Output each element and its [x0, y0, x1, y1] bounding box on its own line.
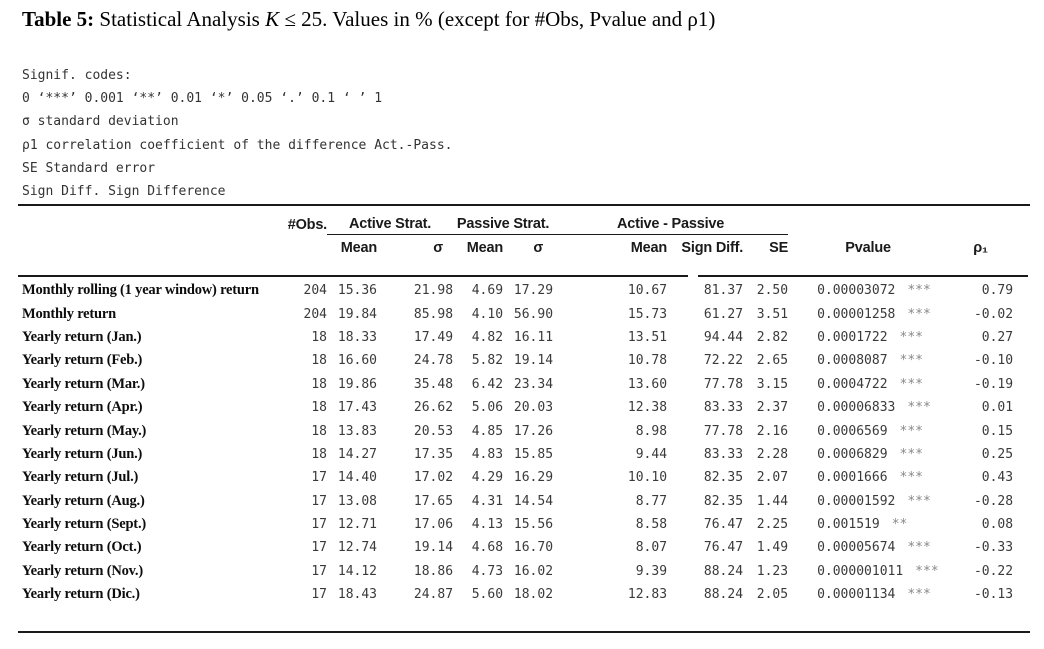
- signif-stars: ***: [899, 353, 924, 369]
- cell-ap-mean: 9.39: [635, 563, 668, 579]
- cell-sign-diff: 82.35: [703, 470, 744, 486]
- cell-obs: 18: [311, 400, 328, 416]
- rho-note: ρ1 correlation coefficient of the difference Act.-Pass.: [22, 137, 453, 153]
- cell-sign-diff: 82.35: [703, 493, 744, 509]
- cell-se: 1.49: [756, 540, 789, 556]
- col-header-se: SE: [769, 240, 789, 256]
- pvalue-value: 0.00001258: [817, 306, 896, 322]
- group-header-passive: Passive Strat.: [453, 206, 553, 235]
- cell-passive-sigma: 16.02: [513, 563, 554, 579]
- row-label: Yearly return (May.): [22, 422, 147, 439]
- pvalue-value: 0.0004722: [817, 376, 888, 392]
- cell-passive-mean: 5.06: [471, 400, 504, 416]
- cell-pvalue: [788, 443, 948, 466]
- signif-codes-values: 0 ‘***’ 0.001 ‘**’ 0.01 ‘*’ 0.05 ‘.’ 0.1 ‘ ’ 1: [22, 91, 383, 107]
- cell-ap-mean: 12.83: [627, 587, 668, 603]
- k-symbol: K: [265, 7, 280, 31]
- row-label: Yearly return (Dic.): [22, 586, 140, 603]
- cell-se: 2.25: [756, 517, 789, 533]
- col-header-mean-passive: Mean: [466, 240, 504, 256]
- group-header-row: [18, 206, 1030, 235]
- cell-rho1: 0.43: [981, 470, 1014, 486]
- cell-ap-mean: 10.78: [627, 353, 668, 369]
- cell-ap-mean: 8.77: [635, 493, 668, 509]
- cell-rho1: 0.79: [981, 283, 1014, 299]
- sub-header-row: [18, 235, 1030, 262]
- row-label: Yearly return (Oct.): [22, 539, 142, 556]
- cell-obs: 17: [311, 587, 328, 603]
- col-header-obs: #Obs.: [287, 216, 328, 233]
- cell-se: 3.15: [756, 376, 789, 392]
- cell-sign-diff: 76.47: [703, 540, 744, 556]
- cell-active-sigma: 19.14: [413, 540, 454, 556]
- cell-ap-mean: 8.98: [635, 423, 668, 439]
- pvalue-value: 0.001519: [817, 517, 880, 533]
- cell-passive-sigma: 17.26: [513, 423, 554, 439]
- cell-active-mean: 12.71: [337, 517, 378, 533]
- pvalue-value: 0.0006569: [817, 423, 888, 439]
- cell-pvalue: [788, 396, 948, 419]
- signif-stars: ***: [899, 376, 924, 392]
- cell-se: 1.23: [756, 563, 789, 579]
- cell-active-sigma: 18.86: [413, 563, 454, 579]
- table-row: [18, 583, 1030, 606]
- cell-passive-mean: 4.83: [471, 446, 504, 462]
- pvalue-value: 0.00001592: [817, 493, 896, 509]
- cell-sign-diff: 81.37: [703, 283, 744, 299]
- table-row: [18, 373, 1030, 396]
- cell-passive-sigma: 56.90: [513, 306, 554, 322]
- results-table: [18, 206, 1030, 606]
- cell-sign-diff: 88.24: [703, 563, 744, 579]
- row-label: Yearly return (Aug.): [22, 492, 145, 509]
- rule-bottom: [18, 631, 1030, 633]
- cell-obs: 204: [303, 306, 328, 322]
- cell-sign-diff: 83.33: [703, 446, 744, 462]
- cell-rho1: 0.25: [981, 446, 1014, 462]
- table-row: [18, 279, 1030, 302]
- cell-active-sigma: 24.87: [413, 587, 454, 603]
- sigma-note: σ standard deviation: [22, 114, 179, 130]
- cell-passive-sigma: 18.02: [513, 587, 554, 603]
- cell-passive-sigma: 20.03: [513, 400, 554, 416]
- cell-passive-mean: 5.60: [471, 587, 504, 603]
- cell-active-mean: 13.83: [337, 423, 378, 439]
- row-label: Yearly return (Nov.): [22, 562, 143, 579]
- cell-passive-mean: 6.42: [471, 376, 504, 392]
- group-header-active-passive: Active - Passive: [553, 206, 788, 235]
- cell-active-sigma: 85.98: [413, 306, 454, 322]
- row-label: Yearly return (Jun.): [22, 445, 143, 462]
- cell-rho1: -0.13: [973, 587, 1014, 603]
- cell-ap-mean: 10.67: [627, 283, 668, 299]
- cell-se: 2.37: [756, 400, 789, 416]
- cell-ap-mean: 12.38: [627, 400, 668, 416]
- cell-rho1: 0.01: [981, 400, 1014, 416]
- cell-passive-mean: 4.69: [471, 283, 504, 299]
- cell-passive-mean: 5.82: [471, 353, 504, 369]
- row-label: Monthly return: [22, 305, 116, 322]
- row-label: Yearly return (Sept.): [22, 516, 146, 533]
- cell-ap-mean: 13.51: [627, 329, 668, 345]
- cell-se: 2.16: [756, 423, 789, 439]
- cell-passive-mean: 4.82: [471, 329, 504, 345]
- cell-passive-sigma: 16.70: [513, 540, 554, 556]
- pvalue-value: 0.0006829: [817, 446, 888, 462]
- cell-obs: 17: [311, 540, 328, 556]
- cell-sign-diff: 77.78: [703, 423, 744, 439]
- cell-sign-diff: 76.47: [703, 517, 744, 533]
- table-row: [18, 513, 1030, 536]
- cell-ap-mean: 10.10: [627, 470, 668, 486]
- cell-sign-diff: 61.27: [703, 306, 744, 322]
- cell-active-mean: 16.60: [337, 353, 378, 369]
- header-spacer-row: [18, 261, 1030, 279]
- cell-passive-sigma: 15.56: [513, 517, 554, 533]
- pvalue-value: 0.00005674: [817, 540, 896, 556]
- cell-sign-diff: 83.33: [703, 400, 744, 416]
- cell-active-sigma: 20.53: [413, 423, 454, 439]
- cell-sign-diff: 88.24: [703, 587, 744, 603]
- cell-passive-sigma: 17.29: [513, 283, 554, 299]
- cell-passive-sigma: 14.54: [513, 493, 554, 509]
- cell-sign-diff: 72.22: [703, 353, 744, 369]
- cell-rho1: 0.08: [981, 517, 1014, 533]
- row-label: Yearly return (Apr.): [22, 399, 143, 416]
- cell-se: 2.28: [756, 446, 789, 462]
- group-header-active: Active Strat.: [327, 206, 453, 235]
- signif-stars: ***: [899, 423, 924, 439]
- cell-obs: 18: [311, 376, 328, 392]
- pvalue-value: 0.00001134: [817, 587, 896, 603]
- row-label: Yearly return (Jan.): [22, 328, 142, 345]
- table-row: [18, 490, 1030, 513]
- table-row: [18, 419, 1030, 442]
- cell-active-mean: 14.27: [337, 446, 378, 462]
- pvalue-value: 0.000001011: [817, 563, 904, 579]
- cell-se: 2.07: [756, 470, 789, 486]
- col-header-sigma-active: σ: [433, 240, 444, 256]
- cell-obs: 17: [311, 563, 328, 579]
- sub-header-blank: [18, 235, 327, 262]
- cell-passive-sigma: 16.29: [513, 470, 554, 486]
- cell-active-sigma: 17.49: [413, 329, 454, 345]
- cell-sign-diff: 94.44: [703, 329, 744, 345]
- cell-obs: 18: [311, 423, 328, 439]
- cell-se: 1.44: [756, 493, 789, 509]
- table-row: [18, 443, 1030, 466]
- cell-active-sigma: 24.78: [413, 353, 454, 369]
- cell-passive-mean: 4.13: [471, 517, 504, 533]
- se-note: SE Standard error: [22, 160, 156, 176]
- cell-rho1: 0.27: [981, 329, 1014, 345]
- col-header-sign-diff: Sign Diff.: [681, 240, 744, 256]
- cell-se: 2.50: [756, 283, 789, 299]
- cell-obs: 17: [311, 517, 328, 533]
- cell-pvalue: [788, 279, 948, 302]
- cell-active-sigma: 17.35: [413, 446, 454, 462]
- signif-stars: **: [891, 517, 908, 533]
- pvalue-value: 0.00006833: [817, 400, 896, 416]
- cell-pvalue: [788, 513, 948, 536]
- cell-pvalue: [788, 326, 948, 349]
- col-header-rho1: ρ₁: [973, 239, 988, 256]
- signif-stars: ***: [915, 563, 939, 579]
- cell-active-mean: 19.86: [337, 376, 378, 392]
- cell-ap-mean: 13.60: [627, 376, 668, 392]
- cell-obs: 18: [311, 329, 328, 345]
- cell-sign-diff: 77.78: [703, 376, 744, 392]
- cell-rho1: -0.28: [973, 493, 1014, 509]
- signif-stars: ***: [907, 540, 931, 556]
- cell-active-mean: 13.08: [337, 493, 378, 509]
- signif-stars: ***: [907, 283, 931, 299]
- cell-rho1: -0.33: [973, 540, 1014, 556]
- cell-passive-mean: 4.85: [471, 423, 504, 439]
- cell-active-mean: 15.36: [337, 283, 378, 299]
- cell-pvalue: [788, 490, 948, 513]
- pvalue-value: 0.00003072: [817, 283, 896, 299]
- cell-pvalue: [788, 349, 948, 372]
- row-label: Yearly return (Jul.): [22, 469, 139, 486]
- cell-passive-sigma: 19.14: [513, 353, 554, 369]
- signif-stars: ***: [907, 587, 931, 603]
- signif-stars: ***: [907, 306, 931, 322]
- signif-stars: ***: [907, 400, 931, 416]
- cell-passive-mean: 4.68: [471, 540, 504, 556]
- signif-stars: ***: [899, 446, 924, 462]
- cell-pvalue: [788, 419, 948, 442]
- pvalue-value: 0.0001722: [817, 329, 888, 345]
- signif-stars: ***: [899, 470, 924, 486]
- cell-passive-mean: 4.73: [471, 563, 504, 579]
- cell-obs: 18: [311, 446, 328, 462]
- cell-pvalue: [788, 583, 948, 606]
- signif-notes: [22, 64, 452, 203]
- cell-ap-mean: 15.73: [627, 306, 668, 322]
- cell-active-mean: 12.74: [337, 540, 378, 556]
- cell-active-sigma: 35.48: [413, 376, 454, 392]
- col-header-mean-ap: Mean: [630, 240, 668, 256]
- cell-obs: 17: [311, 470, 328, 486]
- col-header-mean-active: Mean: [340, 240, 378, 256]
- signif-codes-label: Signif. codes:: [22, 68, 132, 83]
- cell-pvalue: [788, 560, 948, 583]
- cell-ap-mean: 8.07: [635, 540, 668, 556]
- cell-active-mean: 14.40: [337, 470, 378, 486]
- cell-active-sigma: 17.06: [413, 517, 454, 533]
- cell-active-sigma: 26.62: [413, 400, 454, 416]
- cell-obs: 18: [311, 353, 328, 369]
- cell-active-sigma: 17.02: [413, 470, 454, 486]
- cell-obs: 204: [303, 283, 328, 299]
- cell-active-sigma: 17.65: [413, 493, 454, 509]
- table-row: [18, 396, 1030, 419]
- cell-rho1: -0.02: [973, 306, 1014, 322]
- table-row: [18, 466, 1030, 489]
- cell-active-mean: 14.12: [337, 563, 378, 579]
- cell-active-sigma: 21.98: [413, 283, 454, 299]
- table-row: [18, 302, 1030, 325]
- table-row: [18, 536, 1030, 559]
- cell-rho1: -0.19: [973, 376, 1014, 392]
- cell-obs: 17: [311, 493, 328, 509]
- col-header-sigma-passive: σ: [533, 240, 544, 256]
- cell-active-mean: 17.43: [337, 400, 378, 416]
- cell-rho1: 0.15: [981, 423, 1014, 439]
- sign-diff-note: Sign Diff. Sign Difference: [22, 183, 226, 199]
- cell-passive-sigma: 16.11: [513, 329, 554, 345]
- table-row: [18, 326, 1030, 349]
- cell-rho1: -0.22: [973, 563, 1014, 579]
- cell-active-mean: 19.84: [337, 306, 378, 322]
- table-row: [18, 560, 1030, 583]
- cell-pvalue: [788, 302, 948, 325]
- signif-stars: ***: [899, 329, 924, 345]
- cell-ap-mean: 8.58: [635, 517, 668, 533]
- cell-passive-mean: 4.31: [471, 493, 504, 509]
- cell-active-mean: 18.33: [337, 329, 378, 345]
- cell-passive-sigma: 23.34: [513, 376, 554, 392]
- cell-passive-sigma: 15.85: [513, 446, 554, 462]
- signif-stars: ***: [907, 493, 931, 509]
- cell-passive-mean: 4.29: [471, 470, 504, 486]
- table-row: [18, 349, 1030, 372]
- cell-passive-mean: 4.10: [471, 306, 504, 322]
- cell-active-mean: 18.43: [337, 587, 378, 603]
- cell-se: 3.51: [756, 306, 789, 322]
- row-label: Yearly return (Mar.): [22, 375, 145, 392]
- table-number: Table 5:: [22, 7, 95, 31]
- cell-pvalue: [788, 536, 948, 559]
- cell-se: 2.65: [756, 353, 789, 369]
- cell-se: 2.05: [756, 587, 789, 603]
- table-title: Table 5: Statistical Analysis K ≤ 25. Values in % (except for #Obs, Pvalue and ρ1): [22, 7, 716, 31]
- pvalue-value: 0.0001666: [817, 470, 888, 486]
- cell-se: 2.82: [756, 329, 789, 345]
- cell-pvalue: [788, 466, 948, 489]
- group-header-blank-rho: [948, 206, 1030, 235]
- col-header-pvalue: Pvalue: [845, 239, 891, 256]
- row-label: Yearly return (Feb.): [22, 352, 143, 369]
- group-header-blank-pvalue: [788, 206, 948, 235]
- cell-pvalue: [788, 373, 948, 396]
- cell-rho1: -0.10: [973, 353, 1014, 369]
- pvalue-value: 0.0008087: [817, 353, 888, 369]
- row-label: Monthly rolling (1 year window) return: [22, 282, 259, 299]
- cell-ap-mean: 9.44: [635, 446, 668, 462]
